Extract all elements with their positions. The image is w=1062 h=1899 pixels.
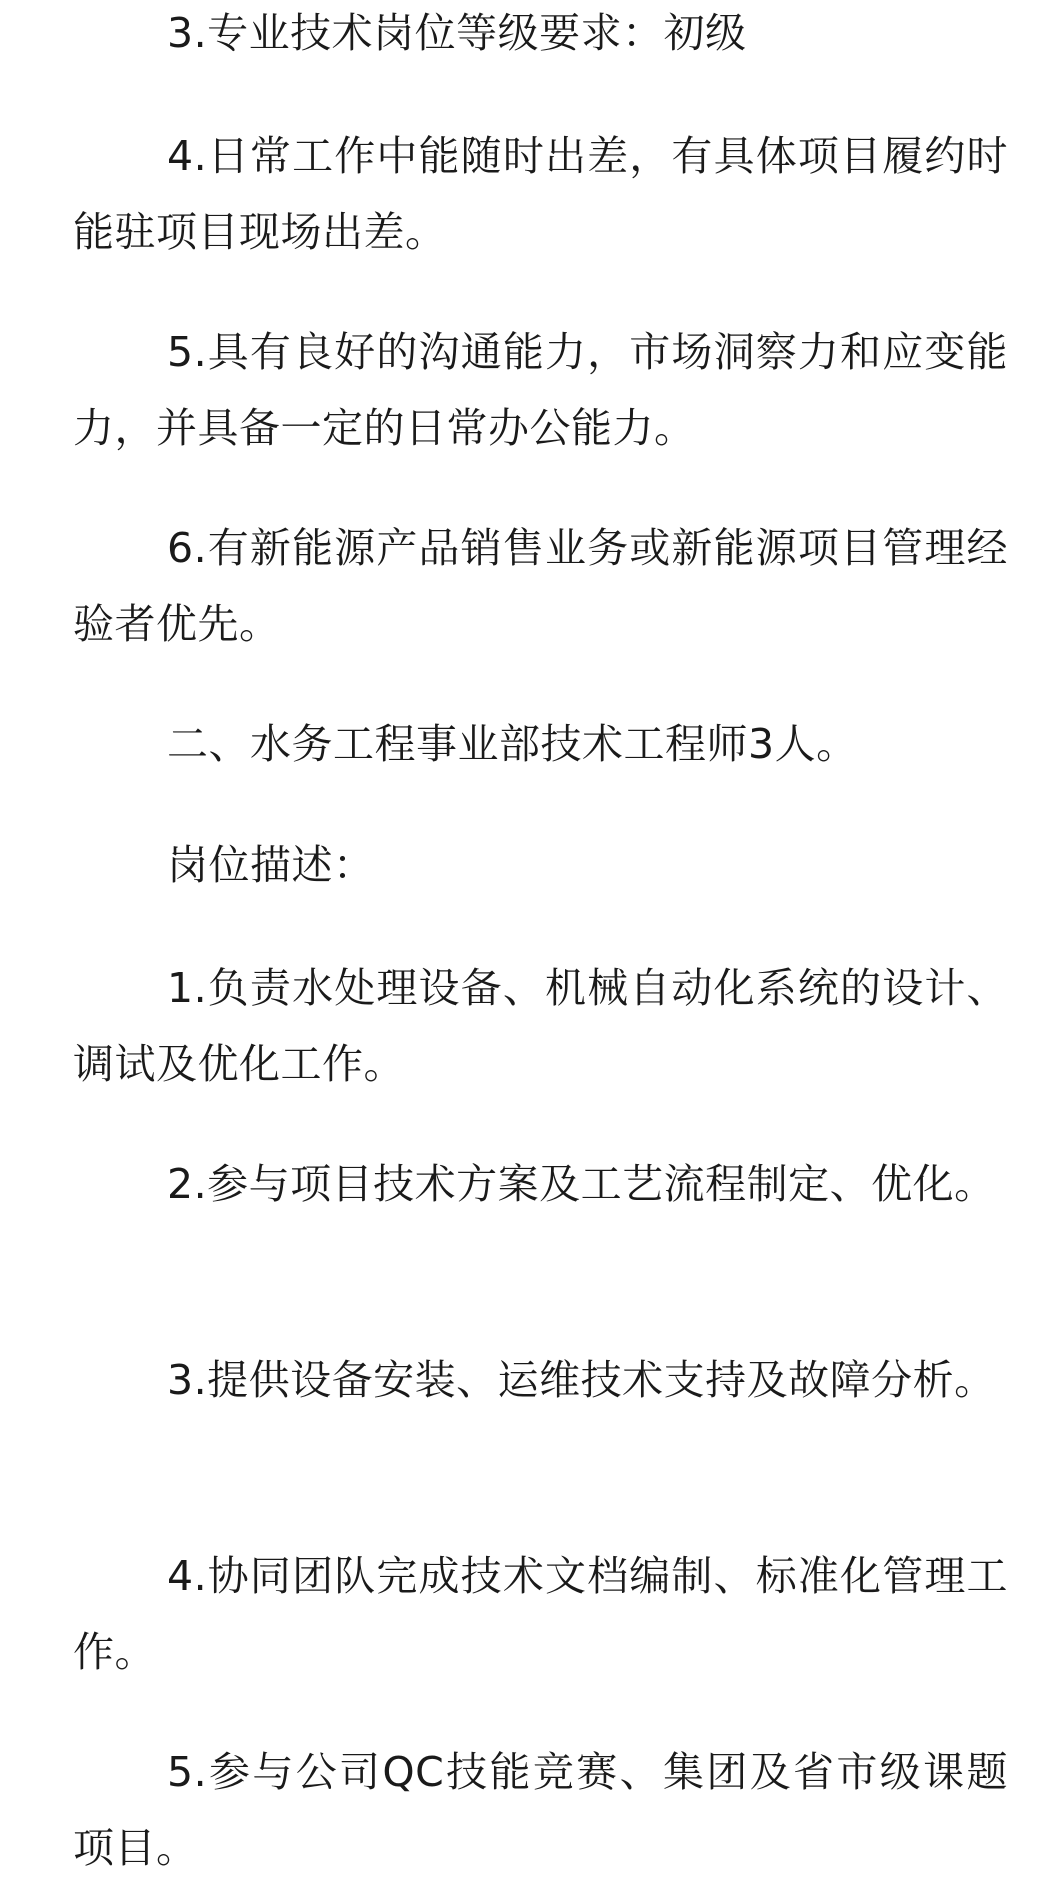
- requirement-4-travel: 4.日常工作中能随时出差，有具体项目履约时能驻项目现场出差。: [73, 132, 1008, 256]
- requirement-5-communication: 5.具有良好的沟通能力，市场洞察力和应变能力，并具备一定的日常办公能力。: [73, 328, 1008, 452]
- section-heading-water-engineering: 二、水务工程事业部技术工程师3人。: [167, 720, 858, 768]
- job-description-heading: 岗位描述：: [167, 841, 375, 889]
- duty-3-support: 3.提供设备安装、运维技术支持及故障分析。: [167, 1356, 996, 1404]
- requirement-3-level: 3.专业技术岗位等级要求：初级: [167, 9, 747, 57]
- duty-1-design: 1.负责水处理设备、机械自动化系统的设计、调试及优化工作。: [73, 964, 1008, 1088]
- requirement-6-experience: 6.有新能源产品销售业务或新能源项目管理经验者优先。: [73, 524, 1008, 648]
- duty-4-documentation: 4.协同团队完成技术文档编制、标准化管理工作。: [73, 1552, 1008, 1676]
- duty-2-solution: 2.参与项目技术方案及工艺流程制定、优化。: [167, 1160, 996, 1208]
- duty-5-qc-projects: 5.参与公司QC技能竞赛、集团及省市级课题项目。: [73, 1748, 1008, 1872]
